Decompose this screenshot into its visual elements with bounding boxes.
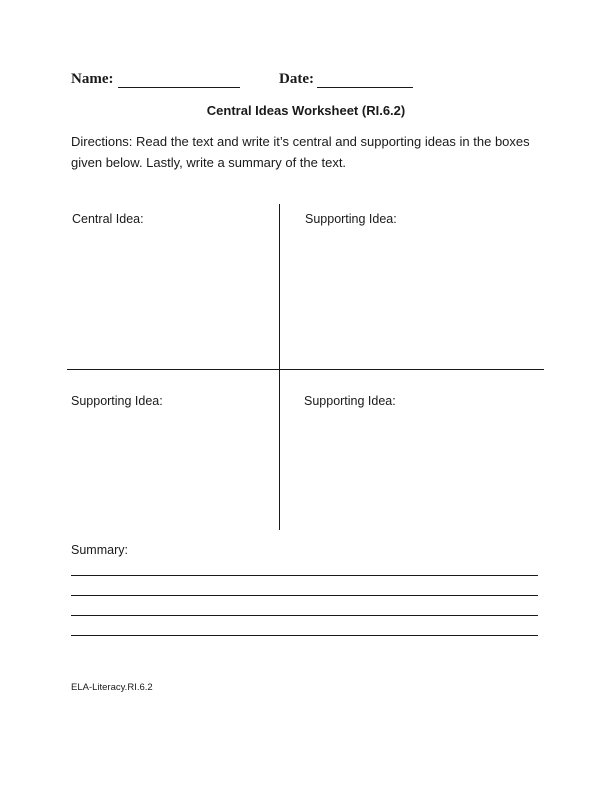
summary-label: Summary: bbox=[71, 543, 128, 557]
grid-horizontal-divider bbox=[67, 369, 544, 370]
summary-line-2[interactable] bbox=[71, 595, 538, 596]
central-idea-label: Central Idea: bbox=[72, 212, 144, 226]
directions-text: Directions: Read the text and write it’s central and supporting ideas in the boxes given below. Lastly, write a summary of the text. bbox=[71, 134, 530, 170]
supporting-idea-label-bottom-right: Supporting Idea: bbox=[304, 394, 396, 408]
summary-line-1[interactable] bbox=[71, 575, 538, 576]
date-label: Date: bbox=[279, 71, 314, 87]
name-field-line[interactable] bbox=[118, 87, 240, 88]
supporting-idea-label-top-right: Supporting Idea: bbox=[305, 212, 397, 226]
summary-line-3[interactable] bbox=[71, 615, 538, 616]
name-label: Name: bbox=[71, 71, 114, 87]
grid-vertical-divider bbox=[279, 204, 280, 530]
date-field-line[interactable] bbox=[317, 87, 413, 88]
summary-line-4[interactable] bbox=[71, 635, 538, 636]
worksheet-title: Central Ideas Worksheet (RI.6.2) bbox=[206, 103, 406, 118]
standard-footer: ELA-Literacy.RI.6.2 bbox=[71, 682, 153, 693]
supporting-idea-label-bottom-left: Supporting Idea: bbox=[71, 394, 163, 408]
